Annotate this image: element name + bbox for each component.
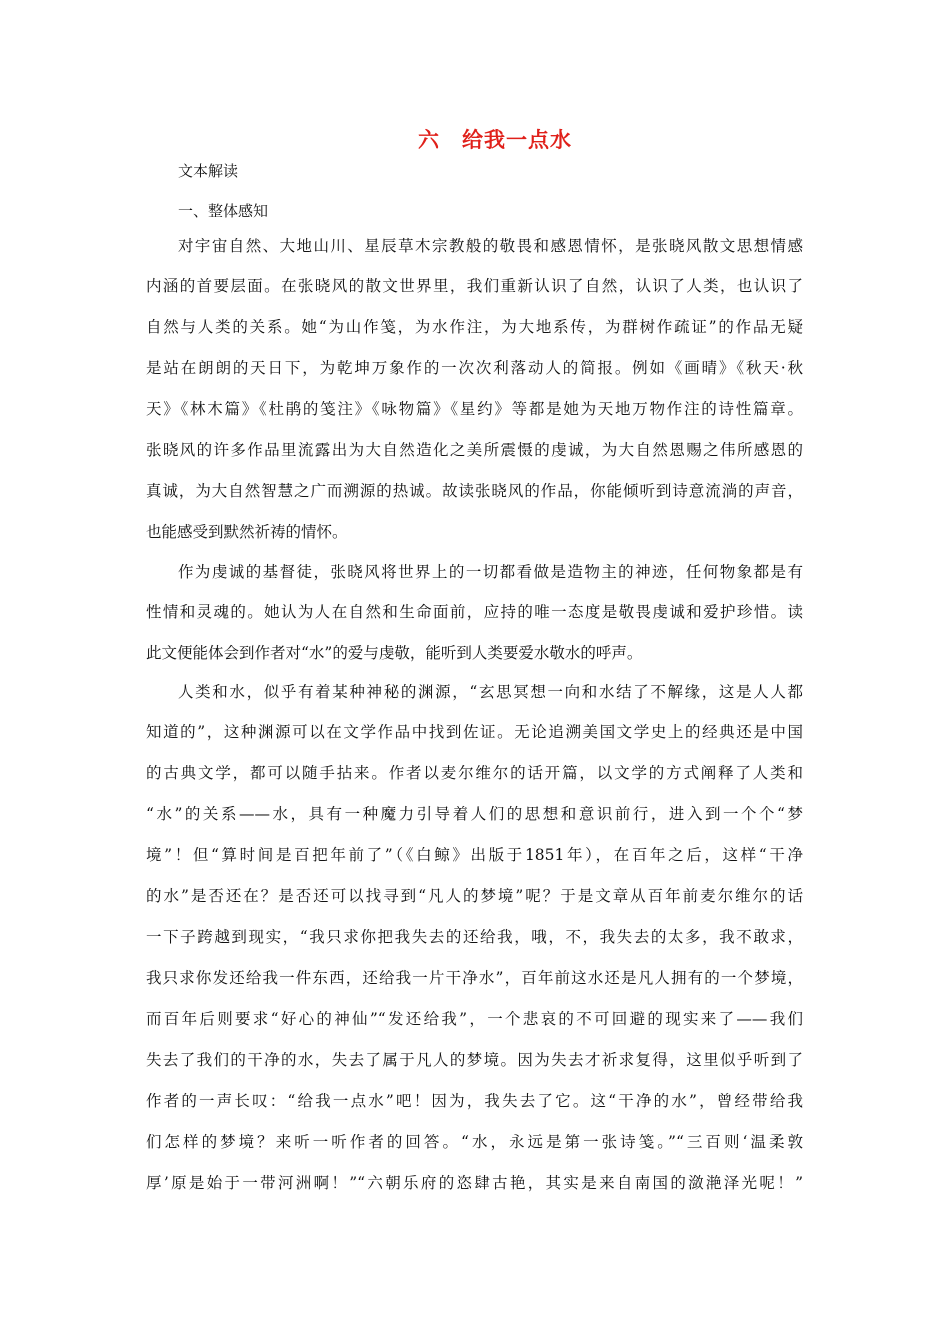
subsection-heading: 一、整体感知 — [178, 202, 269, 220]
paragraph-1-line-5: 天》《林木篇》《杜鹃的笺注》《咏物篇》《星约》等都是她为天地万物作注的诗性篇章。 — [146, 400, 803, 418]
paragraph-3-line-5: 境”！但“算时间是百把年前了”（《白鲸》出版于1851年），在百年之后，这样“干净 — [146, 846, 803, 864]
paragraph-3-line-10: 失去了我们的干净的水，失去了属于凡人的梦境。因为失去才祈求复得，这里似乎听到了 — [146, 1051, 803, 1069]
paragraph-3-line-9: 而百年后则要求“好心的神仙”“发还给我”，一个悲哀的不可回避的现实来了——我们 — [146, 1010, 803, 1028]
paragraph-3-line-4: “水”的关系——水，具有一种魔力引导着人们的思想和意识前行，进入到一个个“梦 — [146, 805, 803, 823]
paragraph-3-line-1: 人类和水，似乎有着某种神秘的渊源，“玄思冥想一向和水结了不解缘，这是人人都 — [178, 683, 803, 701]
paragraph-1-line-6: 张晓风的许多作品里流露出为大自然造化之美所震慑的虔诚，为大自然恩赐之伟所感恩的 — [146, 441, 803, 459]
paragraph-2-line-1: 作为虔诚的基督徒，张晓风将世界上的一切都看做是造物主的神迹，任何物象都是有 — [178, 563, 803, 581]
paragraph-3-line-13: 厚’原是始于一带河洲啊！”“六朝乐府的恣肆古艳，其实是来自南国的潋滟泽光呢！” — [146, 1174, 803, 1192]
paragraph-3-line-6: 的水”是否还在？是否还可以找寻到“凡人的梦境”呢？于是文章从百年前麦尔维尔的话 — [146, 887, 803, 905]
paragraph-1-line-7: 真诚，为大自然智慧之广而溯源的热诚。故读张晓风的作品，你能倾听到诗意流淌的声音， — [146, 482, 803, 500]
paragraph-3-line-3: 的古典文学，都可以随手拈来。作者以麦尔维尔的话开篇，以文学的方式阐释了人类和 — [146, 764, 803, 782]
paragraph-1-line-8: 也能感受到默然祈祷的情怀。 — [146, 523, 348, 541]
paragraph-3-line-2: 知道的”，这种渊源可以在文学作品中找到佐证。无论追溯美国文学史上的经典还是中国 — [146, 723, 803, 741]
paragraph-3-line-7: 一下子跨越到现实，“我只求你把我失去的还给我，哦，不，我失去的太多，我不敢求， — [146, 928, 803, 946]
paragraph-2-line-3: 此文便能体会到作者对“水”的爱与虔敬，能听到人类要爱水敬水的呼声。 — [146, 644, 643, 662]
paragraph-3-line-8: 我只求你发还给我一件东西，还给我一片干净水”，百年前这水还是凡人拥有的一个梦境， — [146, 969, 803, 987]
section-heading: 文本解读 — [178, 162, 239, 180]
paragraph-1-line-2: 内涵的首要层面。在张晓风的散文世界里，我们重新认识了自然，认识了人类，也认识了 — [146, 277, 803, 295]
page-title: 六 给我一点水 — [418, 128, 572, 152]
paragraph-1-line-1: 对宇宙自然、大地山川、星辰草木宗教般的敬畏和感恩情怀，是张晓风散文思想情感 — [178, 237, 803, 255]
paragraph-2-line-2: 性情和灵魂的。她认为人在自然和生命面前，应持的唯一态度是敬畏虔诚和爱护珍惜。读 — [146, 603, 803, 621]
paragraph-1-line-4: 是站在朗朗的天日下，为乾坤万象作的一次次利落动人的简报。例如《画晴》《秋天·秋 — [146, 359, 803, 377]
paragraph-1-line-3: 自然与人类的关系。她“为山作笺，为水作注，为大地系传，为群树作疏证”的作品无疑 — [146, 318, 803, 336]
paragraph-3-line-11: 作者的一声长叹：“给我一点水”吧！因为，我失去了它。这“干净的水”，曾经带给我 — [146, 1092, 803, 1110]
paragraph-3-line-12: 们怎样的梦境？来听一听作者的回答。“水，永远是第一张诗笺。”“三百则‘温柔敦 — [146, 1133, 803, 1151]
